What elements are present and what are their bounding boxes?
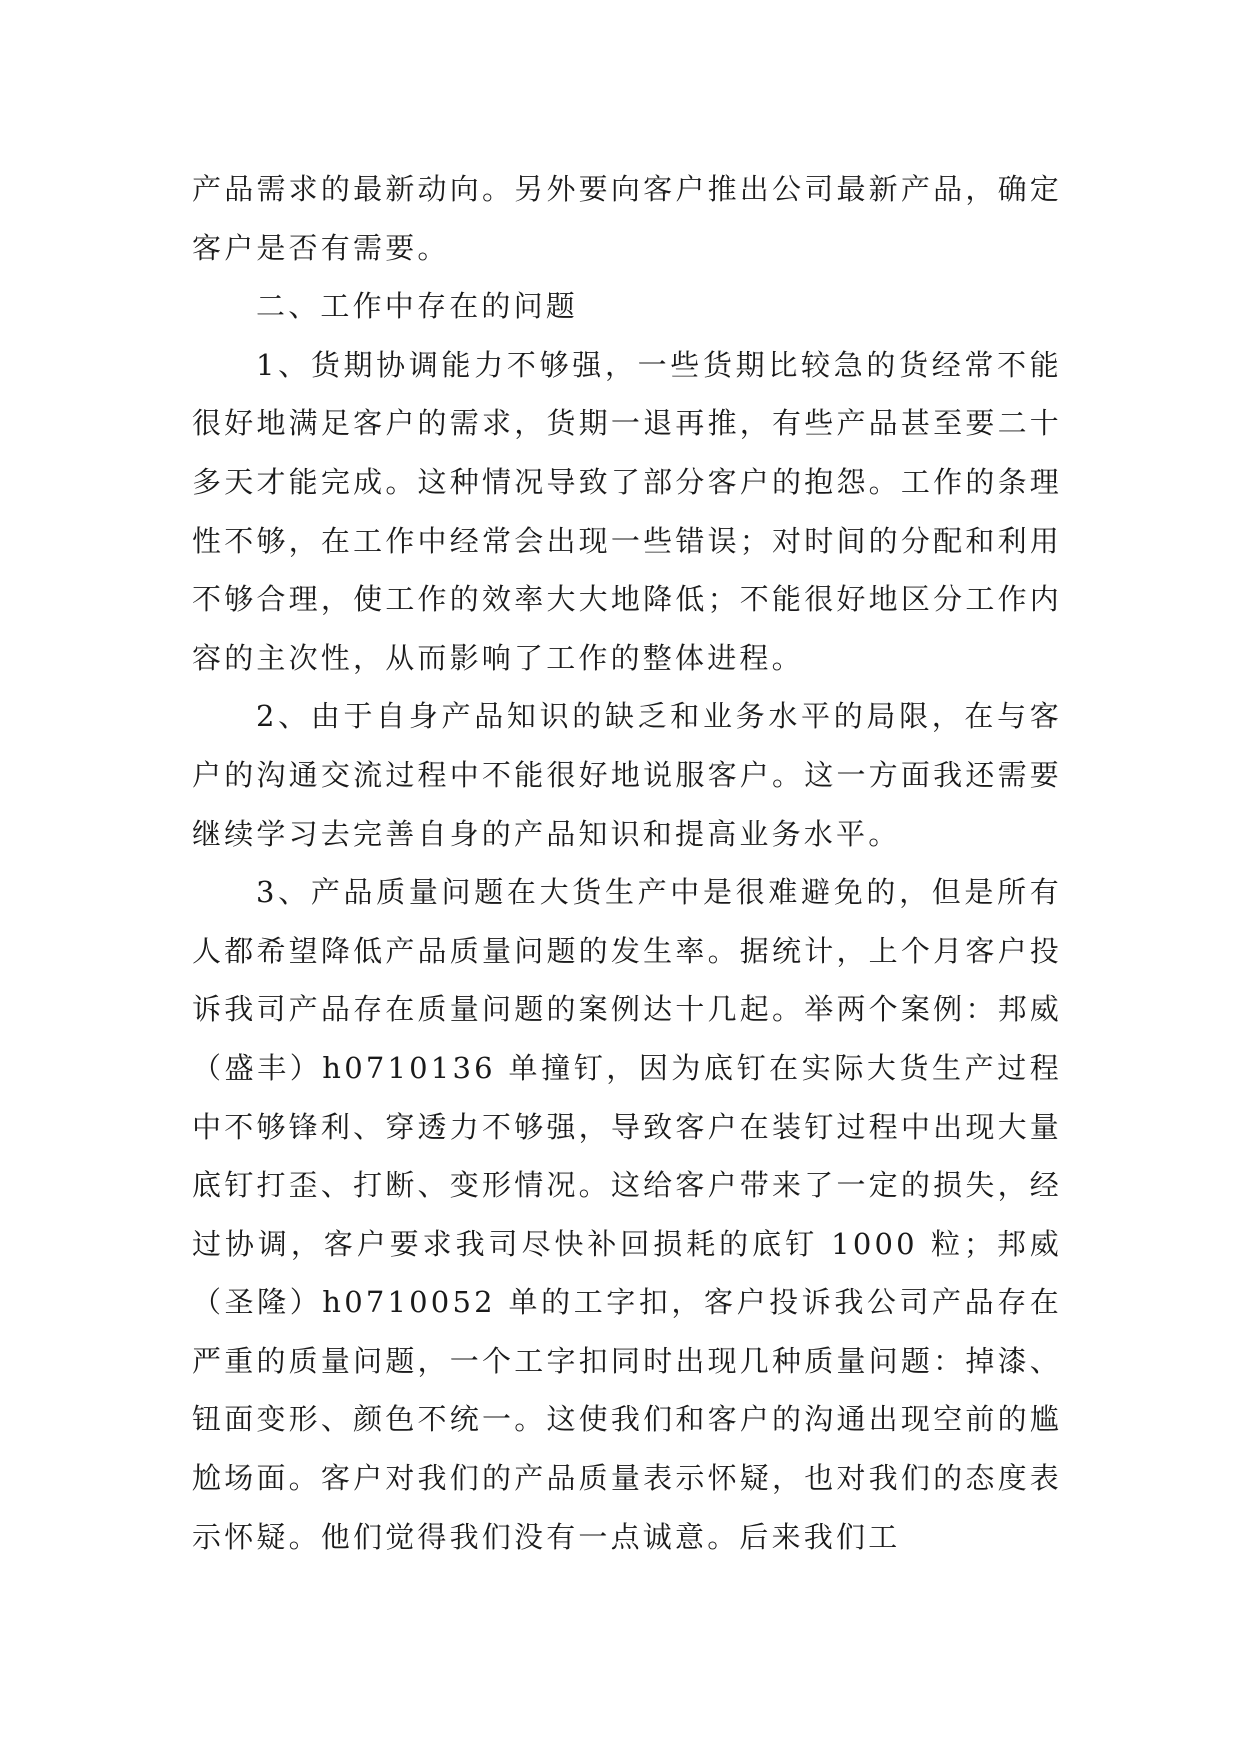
paragraph-item-2: 2、由于自身产品知识的缺乏和业务水平的局限，在与客户的沟通交流过程中不能很好地说服客户。这一方面我还需要继续学习去完善自身的产品知识和提高业务水平。 xyxy=(192,699,1062,851)
paragraph-item-1: 1、货期协调能力不够强，一些货期比较急的货经常不能很好地满足客户的需求，货期一退再推，有些产品甚至要二十多天才能完成。这种情况导致了部分客户的抱怨。工作的条理性不够，在工作中经常会出现一些错误；对时间的分配和利用不够合理，使工作的效率大大地降低；不能很好地区分工作内容的主次性，从而影响了工作的整体进程。 xyxy=(192,347,1062,675)
document-body xyxy=(192,160,1062,1566)
paragraph-continuation: 产品需求的最新动向。另外要向客户推出公司最新产品，确定客户是否有需要。 xyxy=(192,172,1062,265)
paragraph-item-3: 3、产品质量问题在大货生产中是很难避免的，但是所有人都希望降低产品质量问题的发生率。据统计，上个月客户投诉我司产品存在质量问题的案例达十几起。举两个案例：邦威（盛丰）h0710136 单撞钉，因为底钉在实际大货生产过程中不够锋利、穿透力不够强，导致客户在装钉过程中出现大量底钉打歪、打断、变形情况。这给客户带来了一定的损失，经过协调，客户要求我司尽快补回损耗的底钉 1000 粒；邦威（圣隆）h0710052 单的工字扣，客户投诉我公司产品存在严重的质量问题，一个工字扣同时出现几种质量问题：掉漆、钮面变形、颜色不统一。这使我们和客户的沟通出现空前的尴尬场面。客户对我们的产品质量表示怀疑，也对我们的态度表示怀疑。他们觉得我们没有一点诚意。后来我们工 xyxy=(192,875,1062,1554)
section-heading: 二、工作中存在的问题 xyxy=(256,289,579,324)
